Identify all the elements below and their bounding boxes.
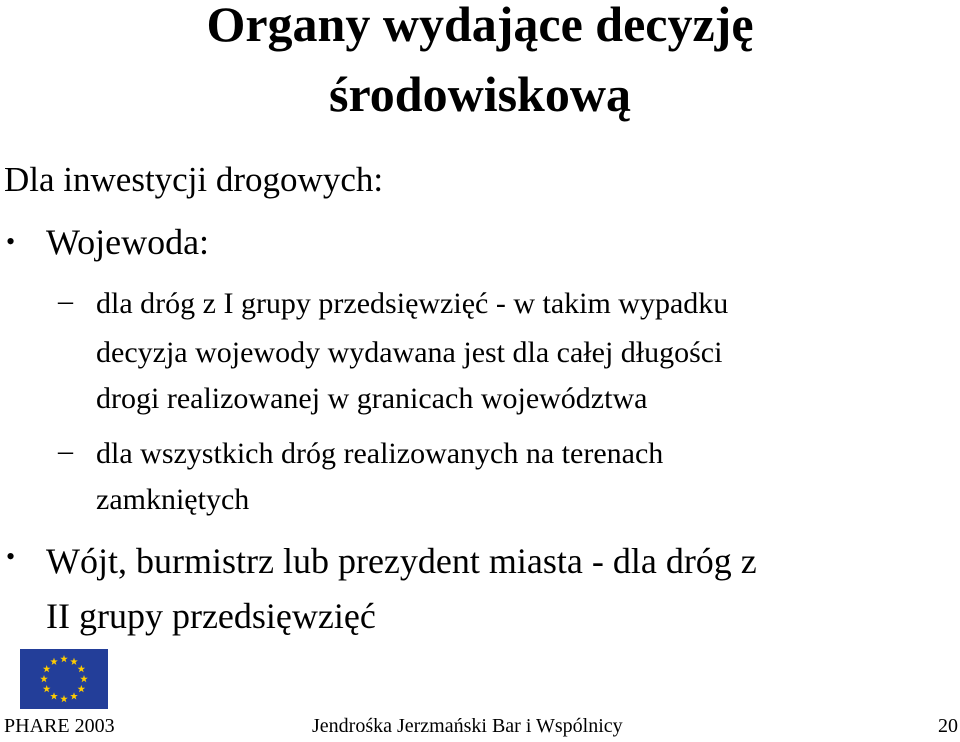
dash-icon: – <box>58 434 73 467</box>
eu-flag-stars <box>20 649 108 709</box>
star-icon <box>50 658 58 665</box>
star-icon <box>43 665 51 672</box>
bullet-item-wojt-line: Wójt, burmistrz lub prezydent miasta - dla dróg z <box>46 541 757 581</box>
subitem-line: zamkniętych <box>96 483 250 516</box>
star-icon <box>70 658 78 665</box>
star-icon <box>80 675 88 682</box>
star-icon <box>50 692 58 699</box>
dash-icon: – <box>58 284 73 317</box>
subitem-line: drogi realizowanej w granicach województwa <box>96 382 648 415</box>
star-icon <box>60 655 68 662</box>
star-icon <box>43 685 51 692</box>
bullet-item-wojt-line: II grupy przedsięwzięć <box>46 596 376 636</box>
subitem-line: dla wszystkich dróg realizowanych na terenach <box>96 437 664 470</box>
star-icon <box>40 675 48 682</box>
eu-flag-icon <box>20 649 108 709</box>
footer-left-text: PHARE 2003 <box>4 715 115 737</box>
subitem-line: decyzja wojewody wydawana jest dla całej długości <box>96 336 723 369</box>
bullet-icon: • <box>6 227 16 256</box>
star-icon <box>60 695 68 702</box>
slide-title-line-1: Organy wydające decyzję <box>206 0 754 52</box>
subitem-line: dla dróg z I grupy przedsięwzięć - w takim wypadku <box>96 287 729 320</box>
footer-author: Jendrośka Jerzmański Bar i Wspólnicy <box>312 715 623 737</box>
intro-text: Dla inwestycji drogowych: <box>4 160 384 199</box>
bullet-item-wojewoda: Wojewoda: <box>46 222 210 262</box>
star-icon <box>78 685 86 692</box>
bullet-icon: • <box>6 542 16 571</box>
star-icon <box>70 692 78 699</box>
page-number: 20 <box>938 715 958 737</box>
slide-title-line-2: środowiskową <box>329 66 631 122</box>
star-icon <box>78 665 86 672</box>
